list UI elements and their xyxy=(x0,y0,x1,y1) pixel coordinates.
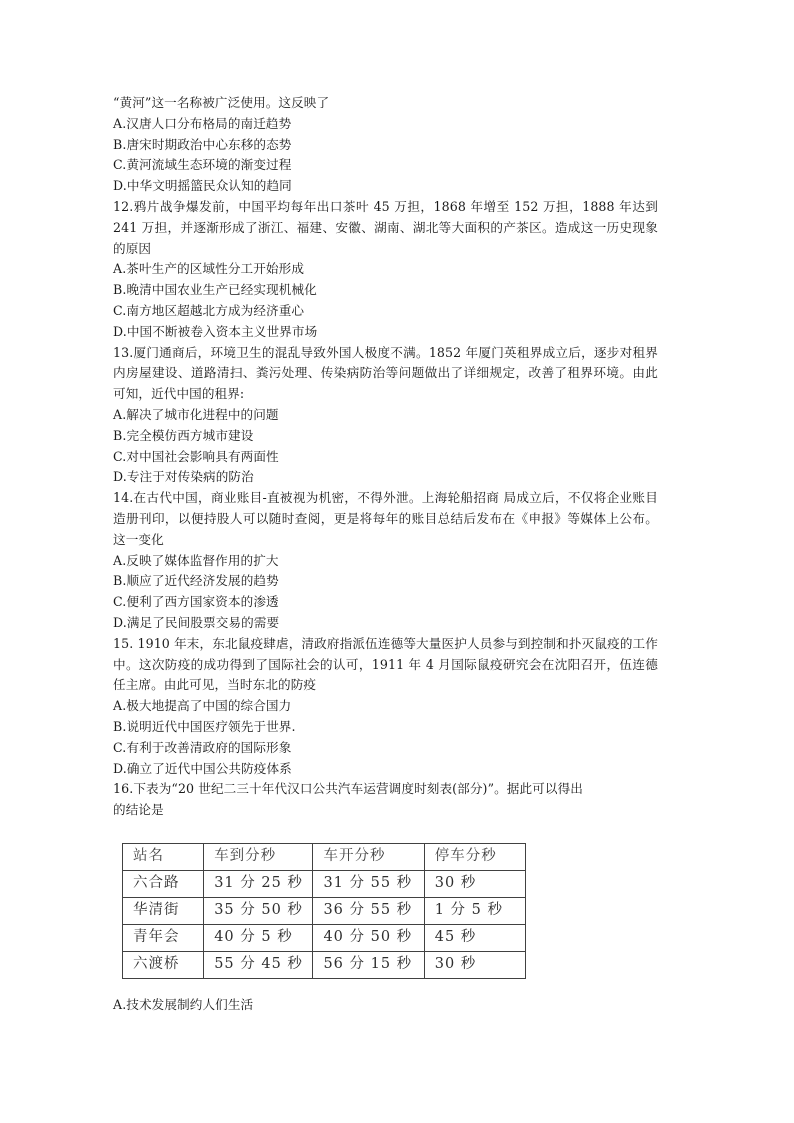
q12-option-b: B.晚清中国农业生产已经实现机械化 xyxy=(113,282,317,298)
table-row xyxy=(123,870,526,897)
header-depart: 车开分秒 xyxy=(313,843,424,870)
q12-option-c: C.南方地区超越北方成为经济重心 xyxy=(113,302,305,318)
q12-stem: 12.鸦片战争爆发前，中国平均每年出口茶叶 45 万担，1868 年增至 152 万担，1888 年达到 241 万担，并逐渐形成了浙江、福建、安徽、湖南、湖北等大面积的产茶区。造成这一历史现象的原因 xyxy=(113,198,658,256)
q14-stem: 14.在古代中国，商业账目-直被视为机密，不得外泄。上海轮船招商 局成立后，不仅将企业账目造册刊印，以便持股人可以随时查阅，更是将每年的账目总结后发布在《申报》等媒体上公布。这一变化 xyxy=(113,490,658,547)
q14-option-c: C.便利了西方国家资本的渗透 xyxy=(113,594,279,610)
q16-stem-line-1: 16.下表为“20 世纪二三十年代汉口公共汽车运营调度时刻表(部分)”。据此可以得出 xyxy=(113,781,583,797)
cell-stop: 1 分 5 秒 xyxy=(424,897,525,924)
cell-stop: 30 秒 xyxy=(424,951,525,978)
q16-option-a: A.技术发展制约人们生活 xyxy=(113,996,254,1012)
table-row xyxy=(123,924,526,951)
q11-option-b: B.唐宋时期政治中心东移的态势 xyxy=(113,136,292,152)
q14-option-d: D.满足了民间股票交易的需要 xyxy=(113,614,280,630)
q13-option-a: A.解决了城市化进程中的问题 xyxy=(113,406,279,422)
q12-option-d: D.中国不断被卷入资本主义世界市场 xyxy=(113,323,318,339)
q13-option-c: C.对中国社会影响具有两面性 xyxy=(113,448,279,464)
q13-option-b: B.完全模仿西方城市建设 xyxy=(113,427,254,443)
cell-depart: 40 分 50 秒 xyxy=(313,924,424,951)
q15-option-d: D.确立了近代中国公共防疫体系 xyxy=(113,760,292,776)
cell-depart: 56 分 15 秒 xyxy=(313,951,424,978)
cell-arrive: 55 分 45 秒 xyxy=(204,951,313,978)
cell-arrive: 35 分 50 秒 xyxy=(204,897,313,924)
cell-depart: 31 分 55 秒 xyxy=(313,870,424,897)
exam-content xyxy=(113,93,658,1016)
q12-option-a: A.茶叶生产的区域性分工开始形成 xyxy=(113,261,305,277)
header-arrive: 车到分秒 xyxy=(204,843,313,870)
q14-option-a: A.反映了媒体监督作用的扩大 xyxy=(113,552,279,568)
cell-station: 青年会 xyxy=(123,924,204,951)
cell-station: 六渡桥 xyxy=(123,951,204,978)
header-stop: 停车分秒 xyxy=(424,843,525,870)
table-row xyxy=(123,897,526,924)
cell-arrive: 31 分 25 秒 xyxy=(204,870,313,897)
q15-stem: 15. 1910 年末，东北鼠疫肆虐，清政府指派伍连德等大量医护人员参与到控制和扑灭鼠疫的工作中。这次防疫的成功得到了国际社会的认可，1911 年 4 月国际鼠疫研究会在沈阳召开，伍连德任主席。由此可见，当时东北的防疫 xyxy=(113,635,658,693)
q15-option-a: A.极大地提高了中国的综合国力 xyxy=(113,698,292,714)
q11-option-d: D.中华文明摇篮民众认知的趋同 xyxy=(113,178,292,194)
cell-stop: 30 秒 xyxy=(424,870,525,897)
q16-stem-line-2: 的结论是 xyxy=(113,802,164,818)
q15-option-c: C.有利于改善清政府的国际形象 xyxy=(113,739,292,755)
bus-timetable xyxy=(122,843,526,979)
header-station: 站名 xyxy=(123,843,204,870)
q13-stem: 13.厦门通商后，环境卫生的混乱导致外国人极度不满。1852 年厦门英租界成立后，逐步对租界内房屋建设、道路清扫、粪污处理、传染病防治等问题做出了详细规定，改善了租界环境。由此可知，近代中国的租界: xyxy=(113,344,658,402)
cell-depart: 36 分 55 秒 xyxy=(313,897,424,924)
q16-table-image xyxy=(122,843,526,979)
cell-station: 六合路 xyxy=(123,870,204,897)
table-header-row xyxy=(123,843,526,870)
cell-station: 华清街 xyxy=(123,897,204,924)
cell-arrive: 40 分 5 秒 xyxy=(204,924,313,951)
cell-stop: 45 秒 xyxy=(424,924,525,951)
q11-option-a: A.汉唐人口分布格局的南迁趋势 xyxy=(113,115,292,131)
q11-stem-tail: “黄河”这一名称被广泛使用。这反映了 xyxy=(113,95,330,110)
q15-option-b: B.说明近代中国医疗领先于世界. xyxy=(113,718,296,734)
q14-option-b: B.顺应了近代经济发展的趋势 xyxy=(113,573,279,589)
q11-option-c: C.黄河流域生态环境的渐变过程 xyxy=(113,157,292,173)
table-row xyxy=(123,951,526,978)
q13-option-d: D.专注于对传染病的防治 xyxy=(113,469,254,485)
